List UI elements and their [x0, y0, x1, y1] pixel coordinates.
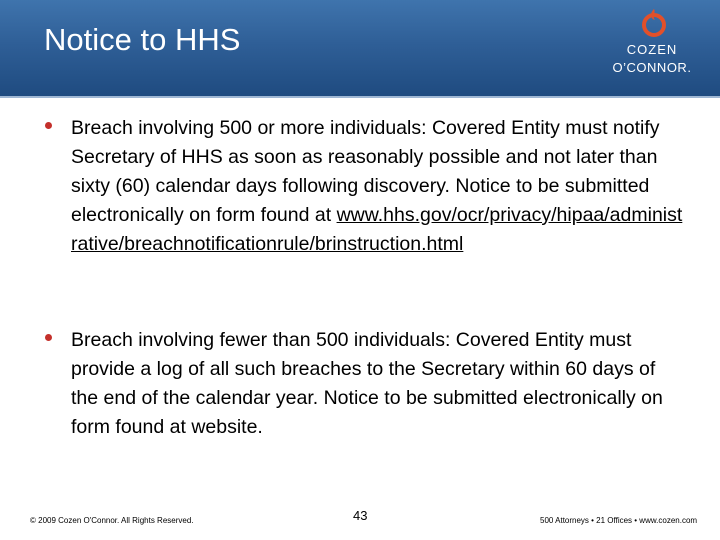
hhs-link[interactable]: www.hhs.gov/ocr/privacy/hipaa/administrative/breachnotificationrule/brinstruction.html [71, 204, 683, 255]
bullet-text [71, 326, 683, 442]
footer-copyright: © 2009 Cozen O'Connor. All Rights Reserved. [30, 516, 194, 525]
logo-text-oconnor: O’CONNOR. [612, 60, 692, 75]
slide-header [0, 0, 720, 96]
bullet-body: Breach involving 500 or more individuals: Covered Entity must notify Secretary of HHS as soon as reasonably possible and not later than sixty (60) calendar days following discovery. Notice to be submitted electronically on form found at [71, 117, 660, 226]
logo-mark-icon [641, 8, 667, 38]
header-divider [0, 96, 720, 98]
bullet-dot-icon [45, 334, 52, 341]
firm-logo [600, 6, 704, 84]
footer-firm-info: 500 Attorneys • 21 Offices • www.cozen.com [540, 516, 698, 525]
page-number: 43 [353, 508, 368, 523]
bullet-body: Breach involving fewer than 500 individuals: Covered Entity must provide a log of all such breaches to the Secretary within 60 days of the end of the calendar year. Notice to be submitted electronically on form found at website. [71, 329, 663, 438]
bullet-dot-icon [45, 122, 52, 129]
slide-title: Notice to HHS [44, 22, 241, 57]
logo-text-cozen: COZEN [626, 42, 678, 57]
bullet-text [71, 114, 683, 259]
